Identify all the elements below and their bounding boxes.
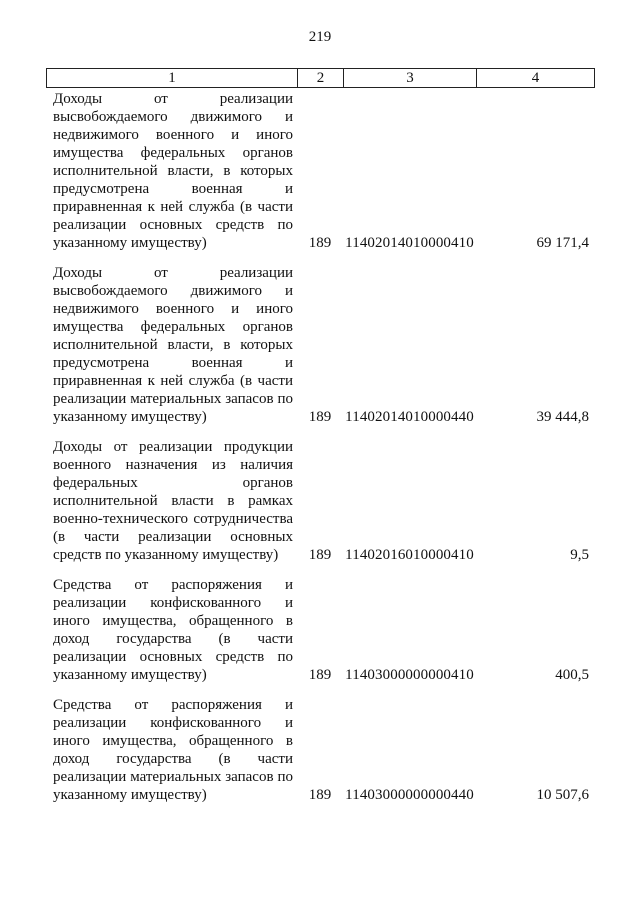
row-admin-code: 189 [308,787,332,803]
row-admin-code: 189 [308,667,332,683]
row-amount: 10 507,6 [536,787,589,803]
budget-table [46,68,595,804]
row-income-code: 11402016010000410 [345,547,474,563]
row-description: Доходы от реализации продукции военного назначения из наличия федеральных органов исполнительной власти в рамках военно-технического сотрудничества (в части реализации основных средств по указанному имуществу) [53,439,293,563]
header-col-2: 2 [298,69,344,87]
header-col-3: 3 [344,69,477,87]
row-admin-code: 189 [308,547,332,563]
table-header-row [46,68,595,88]
row-income-code: 11402014010000410 [345,235,474,251]
row-description: Средства от распоряжения и реализации конфискованного и иного имущества, обращенного в доход государства (в части реализации материальных запасов по указанному имуществу) [53,697,293,803]
row-amount: 9,5 [570,547,589,563]
header-col-1: 1 [47,69,298,87]
header-col-4: 4 [531,70,540,86]
table-row [46,576,595,684]
table-row [46,90,595,252]
row-description: Доходы от реализации высвобождаемого движимого и недвижимого военного и иного имущества федеральных органов исполнительной власти, в которых предусмотрена военная и приравненная к ней служба (в части реализации материальных запасов по указанному имуществу) [53,265,293,425]
row-admin-code: 189 [308,235,332,251]
row-description: Доходы от реализации высвобождаемого движимого и недвижимого военного и иного имущества федеральных органов исполнительной власти, в которых предусмотрена военная и приравненная к ней служба (в части реализации основных средств по указанному имуществу) [53,91,293,251]
row-income-code: 11402014010000440 [345,409,474,425]
row-description: Средства от распоряжения и реализации конфискованного и иного имущества, обращенного в доход государства (в части реализации основных средств по указанному имуществу) [53,577,293,683]
row-amount: 39 444,8 [536,409,589,425]
table-row [46,696,595,804]
row-income-code: 11403000000000440 [345,787,474,803]
page-number: 219 [308,29,332,45]
row-income-code: 11403000000000410 [345,667,474,683]
table-row [46,438,595,564]
table-row [46,264,595,426]
row-admin-code: 189 [308,409,332,425]
row-amount: 69 171,4 [536,235,589,251]
row-amount: 400,5 [555,667,589,683]
